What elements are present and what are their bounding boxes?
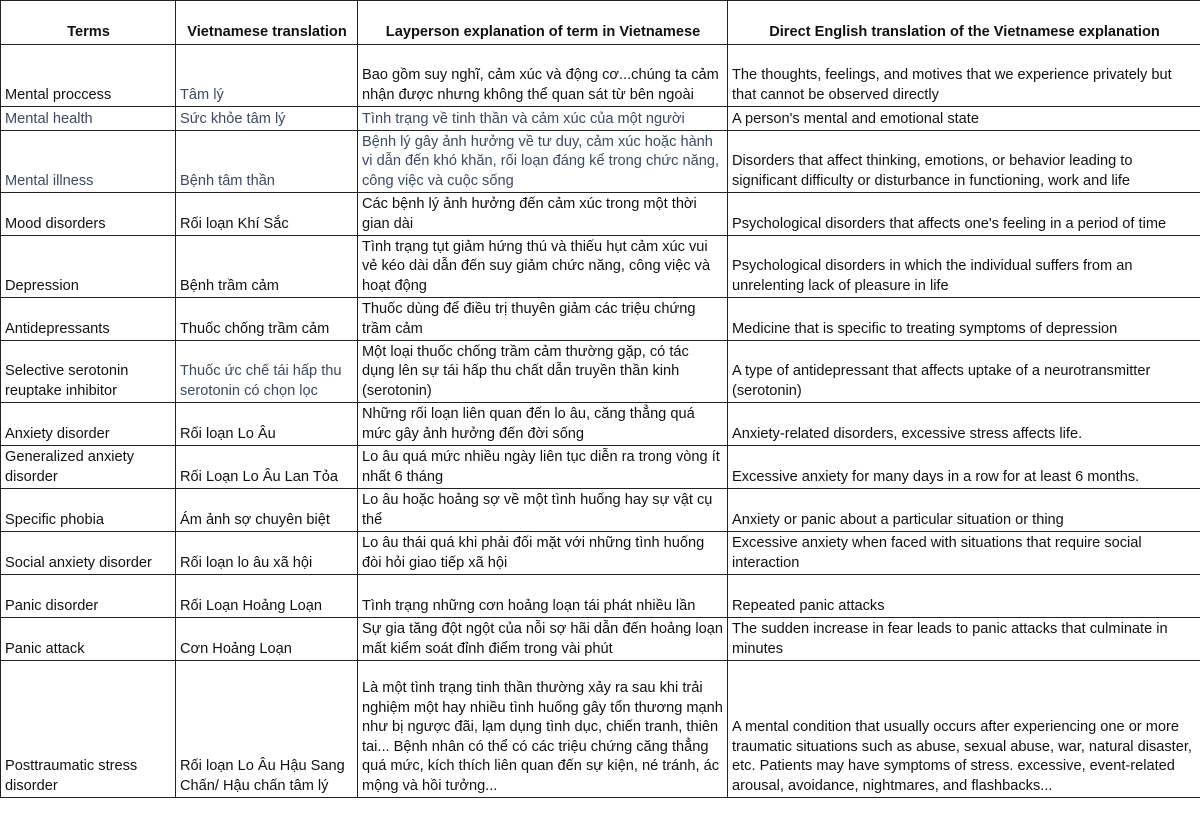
english-cell: Disorders that affect thinking, emotions, or behavior leading to significant difficulty or disturbance in functioning, work and life — [728, 131, 1200, 193]
explanation-cell: Lo âu quá mức nhiều ngày liên tục diễn ra trong vòng ít nhất 6 tháng — [358, 446, 728, 489]
vietnamese-cell: Sức khỏe tâm lý — [176, 107, 358, 131]
header-layperson: Layperson explanation of term in Vietnamese — [358, 1, 728, 45]
table-row — [1, 131, 1200, 193]
explanation-cell: Bao gồm suy nghĩ, cảm xúc và động cơ...chúng ta cảm nhận được nhưng không thể quan sát từ bên ngoài — [358, 45, 728, 107]
vietnamese-cell: Cơn Hoảng Loạn — [176, 618, 358, 661]
english-cell: Anxiety or panic about a particular situation or thing — [728, 489, 1200, 532]
vietnamese-cell: Rối loạn Lo Âu Hậu Sang Chấn/ Hậu chấn tâm lý — [176, 661, 358, 798]
term-cell: Mental health — [1, 107, 176, 131]
explanation-cell: Thuốc dùng để điều trị thuyên giảm các triệu chứng trầm cảm — [358, 298, 728, 341]
english-cell: Excessive anxiety when faced with situations that require social interaction — [728, 532, 1200, 575]
vietnamese-cell: Rối loạn lo âu xã hội — [176, 532, 358, 575]
table-row — [1, 532, 1200, 575]
explanation-cell: Sự gia tăng đột ngột của nỗi sợ hãi dẫn đến hoảng loạn mất kiểm soát đỉnh điểm trong vài phút — [358, 618, 728, 661]
table-row — [1, 575, 1200, 618]
explanation-cell: Tình trạng tụt giảm hứng thú và thiếu hụt cảm xúc vui vẻ kéo dài dẫn đến suy giảm chức năng, công việc và hoạt động — [358, 236, 728, 298]
english-cell: Excessive anxiety for many days in a row for at least 6 months. — [728, 446, 1200, 489]
english-cell: Psychological disorders that affects one's feeling in a period of time — [728, 193, 1200, 236]
explanation-cell: Các bệnh lý ảnh hưởng đến cảm xúc trong một thời gian dài — [358, 193, 728, 236]
explanation-cell: Một loại thuốc chống trầm cảm thường gặp, có tác dụng lên sự tái hấp thu chất dẫn truyền thần kinh (serotonin) — [358, 341, 728, 403]
table-row — [1, 403, 1200, 446]
term-cell: Depression — [1, 236, 176, 298]
vietnamese-cell: Rối loạn Khí Sắc — [176, 193, 358, 236]
english-cell: A mental condition that usually occurs after experiencing one or more traumatic situations such as abuse, sexual abuse, war, natural disaster, etc. Patients may have symptoms of stress. excessive, event-related arousal, avoidance, nightmares, and flashbacks... — [728, 661, 1200, 798]
header-english: Direct English translation of the Vietnamese explanation — [728, 1, 1200, 45]
english-cell: Anxiety-related disorders, excessive stress affects life. — [728, 403, 1200, 446]
vietnamese-cell: Rối loạn Lo Âu — [176, 403, 358, 446]
english-cell: Medicine that is specific to treating symptoms of depression — [728, 298, 1200, 341]
header-row — [1, 1, 1200, 45]
vietnamese-cell: Rối Loạn Lo Âu Lan Tỏa — [176, 446, 358, 489]
term-cell: Mental proccess — [1, 45, 176, 107]
table-row — [1, 618, 1200, 661]
explanation-cell: Những rối loạn liên quan đến lo âu, căng thẳng quá mức gây ảnh hưởng đến đời sống — [358, 403, 728, 446]
explanation-cell: Tình trạng về tinh thần và cảm xúc của một người — [358, 107, 728, 131]
vietnamese-cell: Thuốc chống trầm cảm — [176, 298, 358, 341]
header-vietnamese: Vietnamese translation — [176, 1, 358, 45]
table-row — [1, 193, 1200, 236]
vietnamese-cell: Bệnh trầm cảm — [176, 236, 358, 298]
explanation-cell: Lo âu hoặc hoảng sợ về một tình huống hay sự vật cụ thể — [358, 489, 728, 532]
english-cell: Repeated panic attacks — [728, 575, 1200, 618]
table-row — [1, 107, 1200, 131]
term-cell: Generalized anxiety disorder — [1, 446, 176, 489]
vietnamese-cell: Bệnh tâm thần — [176, 131, 358, 193]
explanation-cell: Bệnh lý gây ảnh hưởng về tư duy, cảm xúc hoặc hành vi dẫn đến khó khăn, rối loạn đáng kể trong chức năng, công việc và cuộc sống — [358, 131, 728, 193]
term-cell: Antidepressants — [1, 298, 176, 341]
term-cell: Social anxiety disorder — [1, 532, 176, 575]
table-row — [1, 446, 1200, 489]
table-row — [1, 341, 1200, 403]
english-cell: The sudden increase in fear leads to panic attacks that culminate in minutes — [728, 618, 1200, 661]
term-cell: Posttraumatic stress disorder — [1, 661, 176, 798]
table-row — [1, 45, 1200, 107]
term-cell: Anxiety disorder — [1, 403, 176, 446]
english-cell: The thoughts, feelings, and motives that we experience privately but that cannot be observed directly — [728, 45, 1200, 107]
explanation-cell: Là một tình trạng tinh thần thường xảy ra sau khi trải nghiệm một hay nhiều tình huống gây tổn thương mạnh như bị ngược đãi, lạm dụng tình dục, chiến tranh, thiên tai... Bệnh nhân có thể có các triệu chứng căng thẳng quá mức, kích thích liên quan đến sự kiện, né tránh, ác mộng và hồi tưởng... — [358, 661, 728, 798]
vietnamese-cell: Rối Loạn Hoảng Loạn — [176, 575, 358, 618]
explanation-cell: Tình trạng những cơn hoảng loạn tái phát nhiều lần — [358, 575, 728, 618]
term-cell: Mental illness — [1, 131, 176, 193]
table-row — [1, 236, 1200, 298]
table-row — [1, 298, 1200, 341]
term-cell: Selective serotonin reuptake inhibitor — [1, 341, 176, 403]
explanation-cell: Lo âu thái quá khi phải đối mặt với những tình huống đòi hỏi giao tiếp xã hội — [358, 532, 728, 575]
vietnamese-cell: Tâm lý — [176, 45, 358, 107]
english-cell: Psychological disorders in which the individual suffers from an unrelenting lack of pleasure in life — [728, 236, 1200, 298]
term-cell: Specific phobia — [1, 489, 176, 532]
vietnamese-cell: Thuốc ức chế tái hấp thu serotonin có chọn lọc — [176, 341, 358, 403]
table-row — [1, 489, 1200, 532]
english-cell: A type of antidepressant that affects uptake of a neurotransmitter (serotonin) — [728, 341, 1200, 403]
header-terms: Terms — [1, 1, 176, 45]
vietnamese-cell: Ám ảnh sợ chuyên biệt — [176, 489, 358, 532]
term-cell: Mood disorders — [1, 193, 176, 236]
english-cell: A person's mental and emotional state — [728, 107, 1200, 131]
term-cell: Panic disorder — [1, 575, 176, 618]
term-cell: Panic attack — [1, 618, 176, 661]
table-row — [1, 661, 1200, 798]
